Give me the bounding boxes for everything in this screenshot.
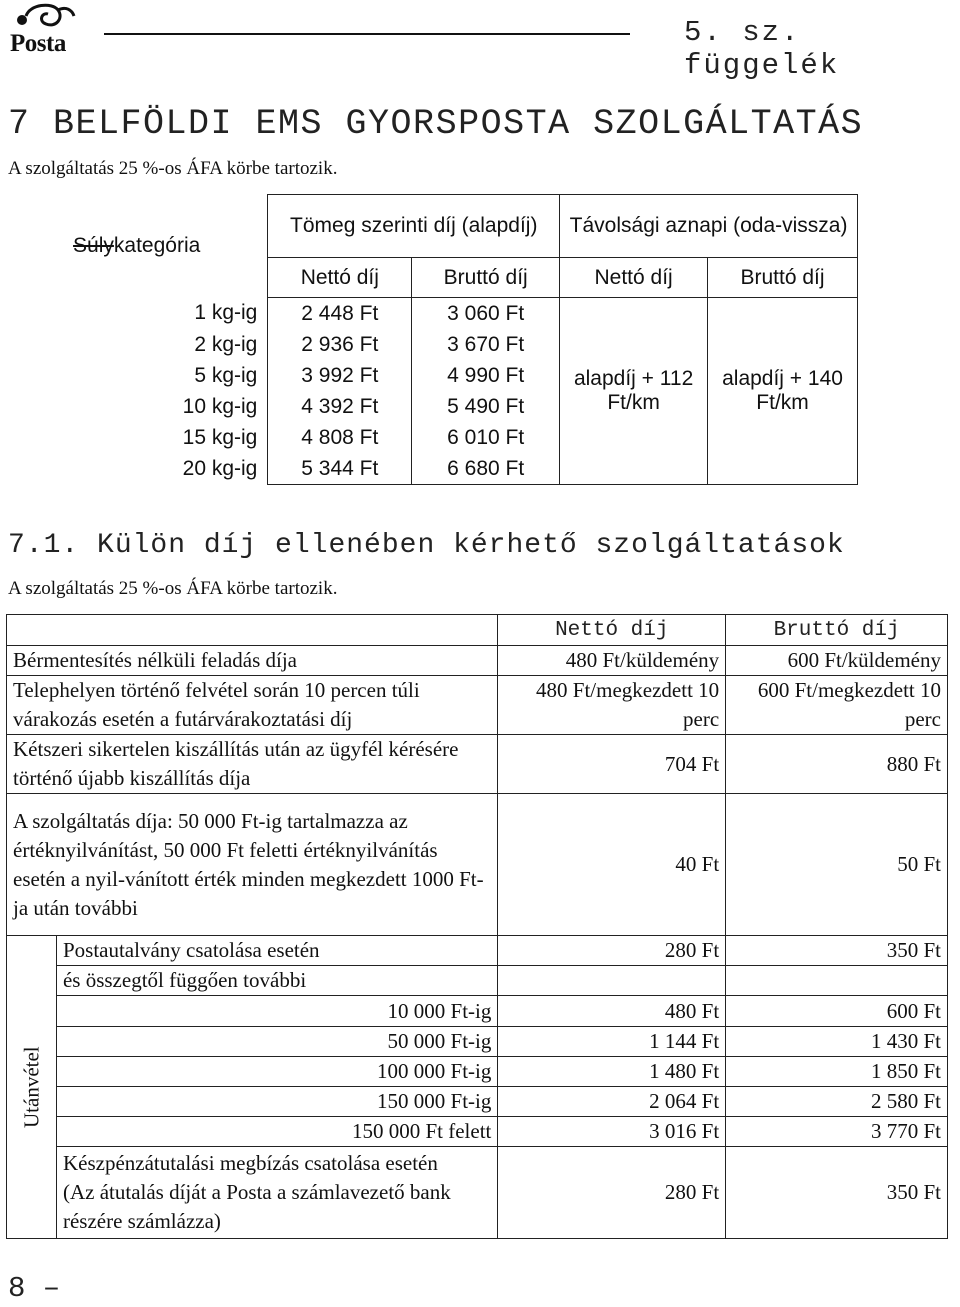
weight-category: 20 kg-ig: [6, 453, 268, 485]
table-row: [7, 1117, 948, 1147]
gross-fee: 350 Ft: [726, 936, 948, 966]
net-fee: 5 344 Ft: [268, 453, 412, 485]
net-fee: 2 448 Ft: [268, 298, 412, 330]
net-fee: 40 Ft: [498, 794, 726, 936]
empty-header-cell: [7, 615, 498, 646]
cod-tier-label: 150 000 Ft felett: [56, 1117, 497, 1147]
gross-fee: 3 670 Ft: [412, 329, 560, 360]
net-fee: 1 144 Ft: [498, 1027, 726, 1057]
gross-fee: 5 490 Ft: [412, 391, 560, 422]
table-row: [7, 1087, 948, 1117]
cod-postal-order-label: Postautalvány csatolása esetén: [56, 936, 497, 966]
table-row: [7, 1057, 948, 1087]
vat-note: A szolgáltatás 25 %-os ÁFA körbe tartozik.: [8, 578, 338, 599]
subheader-gross: Bruttó díj: [708, 258, 858, 298]
weight-category: 15 kg-ig: [6, 422, 268, 453]
col-header-weight-fee: Tömeg szerinti díj (alapdíj): [268, 195, 560, 258]
col-header-category: Súlykategória: [73, 234, 201, 257]
col-header-net: Nettó díj: [498, 615, 726, 646]
gross-fee: 350 Ft: [726, 1147, 948, 1239]
gross-fee: 1 430 Ft: [726, 1027, 948, 1057]
page-number: 8 –: [8, 1272, 61, 1305]
gross-fee: 6 010 Ft: [412, 422, 560, 453]
weight-category: 5 kg-ig: [6, 360, 268, 391]
gross-fee: 4 990 Ft: [412, 360, 560, 391]
gross-fee: 50 Ft: [726, 794, 948, 936]
table-row: [7, 996, 948, 1027]
gross-fee: 880 Ft: [726, 735, 948, 794]
gross-fee: 600 Ft/megkezdett 10 perc: [726, 676, 948, 735]
subheader-net: Nettó díj: [560, 258, 708, 298]
net-fee: 704 Ft: [498, 735, 726, 794]
net-fee: 480 Ft: [498, 996, 726, 1027]
distance-gross-fee: alapdíj + 140 Ft/km: [708, 298, 858, 485]
gross-fee: 600 Ft: [726, 996, 948, 1027]
table-row: [7, 966, 948, 996]
cod-tier-label: 150 000 Ft-ig: [56, 1087, 497, 1117]
gross-fee: 3 060 Ft: [412, 298, 560, 330]
section-title: 7 BELFÖLDI EMS GYORSPOSTA SZOLGÁLTATÁS: [8, 104, 864, 144]
col-header-gross: Bruttó díj: [726, 615, 948, 646]
cod-tier-label: 10 000 Ft-ig: [56, 996, 497, 1027]
service-label: Bérmentesítés nélküli feladás díja: [7, 646, 498, 676]
gross-fee: 600 Ft/küldemény: [726, 646, 948, 676]
service-label: Telephelyen történő felvétel során 10 percen túli várakozás esetén a futárvárakoztatási díj: [7, 676, 498, 735]
table-row: [7, 936, 948, 966]
cod-tier-label: 100 000 Ft-ig: [56, 1057, 497, 1087]
weight-category: 1 kg-ig: [6, 298, 268, 330]
subsection-title: 7.1. Külön díj ellenében kérhető szolgáltatások: [8, 530, 845, 561]
cod-side-label: Utánvétel: [7, 936, 57, 1239]
net-fee: 2 936 Ft: [268, 329, 412, 360]
table-row: [7, 794, 948, 936]
gross-fee: 1 850 Ft: [726, 1057, 948, 1087]
table-row: [7, 1147, 948, 1239]
table-row: [7, 735, 948, 794]
ems-price-table: [6, 194, 858, 485]
gross-fee: 2 580 Ft: [726, 1087, 948, 1117]
service-label: Kétszeri sikertelen kiszállítás után az ügyfél kérésére történő újabb kiszállítás díja: [7, 735, 498, 794]
subheader-net: Nettó díj: [268, 258, 412, 298]
net-fee: 3 992 Ft: [268, 360, 412, 391]
vat-note: A szolgáltatás 25 %-os ÁFA körbe tartozik.: [8, 158, 338, 179]
table-row: [7, 646, 948, 676]
extra-services-table: [6, 614, 948, 1239]
service-label: A szolgáltatás díja: 50 000 Ft-ig tartalmazza az értéknyilvánítást, 50 000 Ft feletti értéknyilvánítás esetén a nyil-vánított érték minden megkezdett 1000 Ft-ja után további: [7, 794, 498, 936]
weight-category: 2 kg-ig: [6, 329, 268, 360]
gross-fee: 6 680 Ft: [412, 453, 560, 485]
net-fee: 1 480 Ft: [498, 1057, 726, 1087]
net-fee: 2 064 Ft: [498, 1087, 726, 1117]
cod-transfer-label: Készpénzátutalási megbízás csatolása esetén (Az átutalás díját a Posta a számlavezető bank részére számlázza): [56, 1147, 497, 1239]
cod-amount-note: és összegtől függően további: [56, 966, 497, 996]
table-row: [6, 298, 858, 330]
logo-text: Posta: [10, 30, 66, 57]
net-fee: 3 016 Ft: [498, 1117, 726, 1147]
col-header-distance-fee: Távolsági aznapi (oda-vissza): [560, 195, 858, 258]
net-fee: 4 392 Ft: [268, 391, 412, 422]
net-fee: 480 Ft/megkezdett 10 perc: [498, 676, 726, 735]
weight-category: 10 kg-ig: [6, 391, 268, 422]
net-fee: 280 Ft: [498, 936, 726, 966]
net-fee: 280 Ft: [498, 1147, 726, 1239]
cod-tier-label: 50 000 Ft-ig: [56, 1027, 497, 1057]
header-rule: [104, 33, 630, 35]
distance-net-fee: alapdíj + 112 Ft/km: [560, 298, 708, 485]
net-fee: 4 808 Ft: [268, 422, 412, 453]
table-row: [7, 676, 948, 735]
appendix-label: 5. sz. függelék: [684, 16, 840, 82]
net-fee: 480 Ft/küldemény: [498, 646, 726, 676]
gross-fee: 3 770 Ft: [726, 1117, 948, 1147]
subheader-gross: Bruttó díj: [412, 258, 560, 298]
table-row: [7, 1027, 948, 1057]
